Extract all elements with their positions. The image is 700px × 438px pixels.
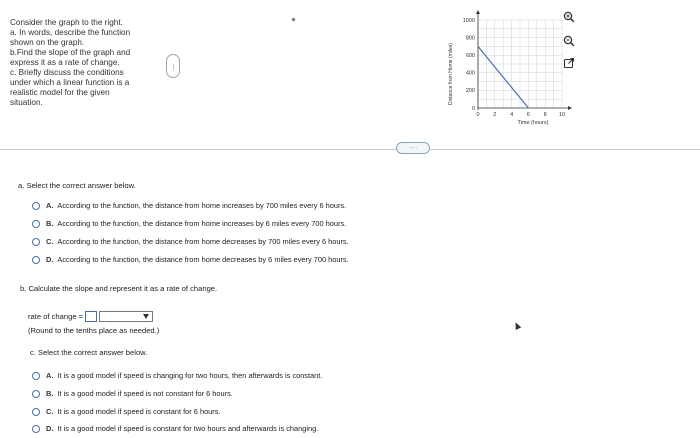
option-text: It is a good model if speed is not constant for 6 hours. — [57, 389, 233, 398]
graph-canvas — [440, 6, 580, 128]
part-a-option-b[interactable] — [32, 219, 346, 228]
radio-button[interactable] — [32, 390, 40, 398]
y-tick-label: 0 — [471, 105, 475, 112]
graph-grid — [478, 20, 562, 108]
prompt-line: shown on the graph. — [10, 38, 85, 47]
x-tick-label: 4 — [510, 112, 514, 118]
x-tick-label: 6 — [526, 112, 530, 118]
expand-handle[interactable] — [396, 142, 430, 154]
radio-button[interactable] — [32, 256, 40, 264]
prompt-line: under which a linear function is a — [10, 78, 130, 87]
part-c-option-c[interactable] — [32, 407, 221, 416]
option-letter: B. — [46, 389, 54, 398]
graph-axes — [476, 10, 572, 110]
graph-y-label: Distance from Home (miles) — [448, 43, 454, 105]
rounding-hint: (Round to the tenths place as needed.) — [28, 326, 160, 335]
distance-time-graph — [440, 6, 580, 128]
radio-button[interactable] — [32, 425, 40, 433]
option-letter: B. — [46, 219, 54, 228]
prompt-line: Consider the graph to the right. — [10, 18, 123, 27]
option-letter: C. — [46, 407, 54, 416]
option-letter: D. — [46, 424, 54, 433]
y-tick-label: 200 — [465, 88, 475, 95]
part-c-option-b[interactable] — [32, 389, 233, 398]
x-axis-arrow-icon — [568, 106, 572, 110]
radio-button[interactable] — [32, 372, 40, 380]
expand-handle-dots: ····· — [408, 145, 418, 151]
y-tick-label: 400 — [465, 70, 475, 77]
rate-units-select[interactable] — [99, 311, 153, 322]
option-text: According to the function, the distance from home increases by 6 miles every 700 hours. — [57, 219, 347, 228]
prompt-line: c. Briefly discuss the conditions — [10, 68, 124, 77]
graph-x-label: Time (hours) — [517, 120, 549, 126]
option-letter: A. — [46, 201, 54, 210]
radio-button[interactable] — [32, 238, 40, 246]
part-b-question: b. Calculate the slope and represent it as a rate of change. — [20, 284, 218, 293]
y-axis-arrow-icon — [476, 10, 480, 14]
option-text: According to the function, the distance from home decreases by 6 miles every 700 hours. — [57, 255, 349, 264]
option-text: It is a good model if speed is constant for 6 hours. — [57, 407, 221, 416]
x-tick-label: 8 — [543, 112, 547, 118]
option-text: According to the function, the distance from home decreases by 700 miles every 6 hours. — [57, 237, 349, 246]
option-text: It is a good model if speed is changing for two hours, then afterwards is constant. — [57, 371, 323, 380]
part-c-option-a[interactable] — [32, 371, 322, 380]
part-a-option-c[interactable] — [32, 237, 349, 246]
rate-value-input[interactable] — [85, 311, 97, 322]
x-tick-label: 2 — [493, 112, 497, 118]
radio-button[interactable] — [32, 220, 40, 228]
prompt-line: realistic model for the given — [10, 88, 110, 97]
rate-label: rate of change = — [28, 312, 84, 321]
y-tick-label: 600 — [465, 53, 475, 59]
prompt-line: situation. — [10, 98, 43, 107]
part-a-question: a. Select the correct answer below. — [18, 181, 136, 190]
radio-button[interactable] — [32, 408, 40, 416]
problem-prompt — [10, 18, 180, 108]
rate-of-change-row — [28, 311, 153, 322]
prompt-line: a. In words, describe the function — [10, 28, 131, 37]
prompt-line: b.Find the slope of the graph and — [10, 48, 131, 57]
zoom-in-icon[interactable] — [560, 8, 578, 26]
part-a-option-d[interactable] — [32, 255, 349, 264]
decorative-mark — [291, 17, 295, 21]
option-text: It is a good model if speed is constant for two hours and afterwards is changing. — [57, 424, 319, 433]
option-letter: A. — [46, 371, 54, 380]
collapse-handle-dots: ····· — [170, 63, 176, 69]
section-divider — [0, 149, 700, 150]
zoom-out-icon[interactable] — [560, 32, 578, 50]
chevron-down-icon — [143, 314, 149, 319]
x-tick-label: 10 — [558, 112, 566, 118]
option-letter: D. — [46, 255, 54, 264]
part-c-option-d[interactable] — [32, 424, 318, 433]
collapse-handle[interactable] — [166, 54, 180, 78]
radio-button[interactable] — [32, 202, 40, 210]
y-tick-label: 1000 — [462, 17, 475, 24]
part-c-question: c. Select the correct answer below. — [30, 348, 148, 357]
option-text: According to the function, the distance from home increases by 700 miles every 6 hours. — [57, 201, 347, 210]
x-tick-label: 0 — [476, 112, 480, 118]
option-letter: C. — [46, 237, 54, 246]
open-external-icon[interactable] — [560, 54, 578, 72]
mouse-cursor-icon — [513, 321, 521, 330]
part-a-option-a[interactable] — [32, 201, 346, 210]
prompt-line: express it as a rate of change. — [10, 58, 120, 67]
y-tick-label: 800 — [465, 35, 475, 42]
